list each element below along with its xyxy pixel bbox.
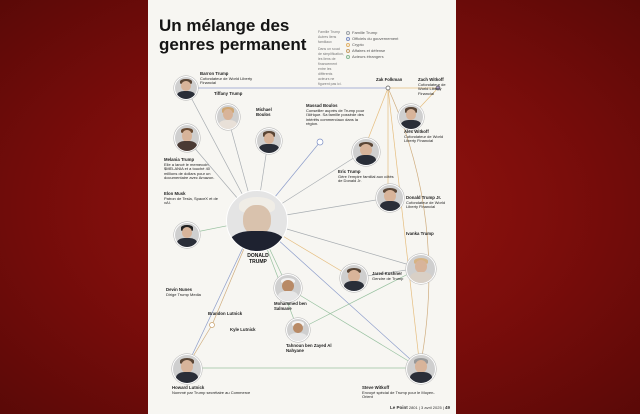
- person-desc: Dirige Trump Media: [166, 291, 201, 297]
- person-label: [406, 232, 450, 237]
- person-desc: Gendre de Trump: [372, 275, 404, 281]
- person-desc: Gère l'empire familial aux côtés de Donald Jr.: [338, 173, 394, 184]
- person-name: Brandon Lutnick: [208, 311, 243, 316]
- footer-magazine: Le Point: [389, 405, 408, 410]
- person-label: [166, 288, 212, 297]
- person-desc: Cofondateur de World Liberty Financial: [200, 75, 253, 86]
- avatar: [256, 128, 282, 154]
- person-desc: Patron de Tesla, SpaceX et de xAI.: [164, 195, 218, 206]
- person-name: Zach Witkoff: [418, 77, 444, 82]
- person-label: [406, 196, 452, 210]
- person-label: [338, 170, 396, 184]
- avatar: [174, 222, 200, 248]
- avatar: [286, 318, 310, 342]
- person-name: Massad Boulos: [306, 103, 338, 108]
- avatar: [174, 76, 198, 100]
- person-name: Mohammed ben Salmane: [274, 301, 307, 311]
- person-name: Tahnoun ben Zayed Al Nahyane: [286, 343, 332, 353]
- person-label: [404, 130, 444, 144]
- person-label: [230, 328, 256, 333]
- person-name: Jared Kushner: [372, 271, 403, 276]
- footer-page-number: 49: [444, 405, 450, 410]
- legend-label: Acteurs étrangers: [352, 54, 384, 59]
- person-name: Melania Trump: [164, 157, 195, 162]
- person-name: Howard Lutnick: [172, 385, 205, 390]
- person-label: [306, 104, 368, 127]
- legend-label: Affaires et défense: [352, 48, 386, 53]
- avatar: [216, 104, 240, 130]
- person-label: [362, 386, 442, 400]
- legend-label: Crypto: [352, 42, 364, 47]
- person-label: [286, 344, 346, 353]
- person-name: Alex Witkoff: [404, 129, 429, 134]
- person-desc: Cofondateur de World Liberty Financial: [404, 133, 444, 144]
- page-footer: [390, 405, 450, 410]
- person-name: Michael Boulos: [256, 107, 272, 117]
- person-name: Steve Witkoff: [362, 385, 390, 390]
- person-name: Eric Trump: [338, 169, 361, 174]
- avatar: [406, 354, 436, 384]
- person-name: Zak Folkman: [376, 77, 403, 82]
- person-label: [418, 78, 454, 96]
- person-label: [274, 302, 324, 311]
- avatar: [376, 184, 404, 212]
- person-label: [164, 158, 220, 181]
- person-name: Kyle Lutnick: [230, 327, 256, 332]
- avatar: [352, 138, 380, 166]
- legend-label: Officiels du gouvernement: [352, 36, 399, 41]
- person-name: Elon Musk: [164, 191, 186, 196]
- person-label: [200, 72, 264, 86]
- person-name: Barron Trump: [200, 71, 229, 76]
- person-desc: Conseiller auprès de Trump pour l'Afrique. Sa famille possède des intérêts commerciaux dans la région.: [306, 107, 365, 127]
- legend-left-title: Famille Trump Autres liens familiaux: [318, 30, 341, 44]
- page-title: Un mélange des genres permanent: [159, 16, 307, 54]
- person-label: [376, 78, 402, 83]
- person-label: [164, 192, 222, 206]
- person-desc: Envoyé spécial de Trump pour le Moyen-Orient: [362, 389, 435, 400]
- footer-info: 2801 | 3 avril 2025 |: [408, 405, 444, 410]
- avatar: [340, 264, 368, 292]
- person-name: Devin Nunes: [166, 287, 193, 292]
- avatar: [174, 124, 200, 152]
- person-desc: Elle a lancé le memecoin $MELANIA et a touché 40 millions de dollars pour un documentaire avec Amazon.: [164, 161, 215, 181]
- person-label: [372, 272, 416, 281]
- person-label: [208, 312, 242, 317]
- person-name: Tiffany Trump: [214, 91, 243, 96]
- person-label: [172, 386, 252, 395]
- legend-left-note: Dans un souci de simplification, les liens de financement entre les différents acteurs ne figurent pas ici.: [318, 47, 344, 86]
- person-desc: Cofondateur de World Liberty Financial: [406, 199, 446, 210]
- avatar: [274, 274, 302, 302]
- avatar: [172, 354, 202, 384]
- person-label: [214, 92, 242, 97]
- center-name: DONALD TRUMP: [247, 253, 269, 265]
- person-label: [256, 108, 284, 117]
- avatar: [398, 104, 424, 130]
- legend-label: Famille Trump: [352, 30, 378, 35]
- magazine-page: [148, 0, 456, 414]
- person-desc: Nommé par Trump secrétaire au Commerce: [172, 389, 251, 395]
- person-name: Ivanka Trump: [406, 231, 434, 236]
- person-desc: Cofondateur de World Liberty Financial: [418, 81, 446, 96]
- center-portrait: [226, 190, 288, 252]
- person-name: Donald Trump Jr.: [406, 195, 442, 200]
